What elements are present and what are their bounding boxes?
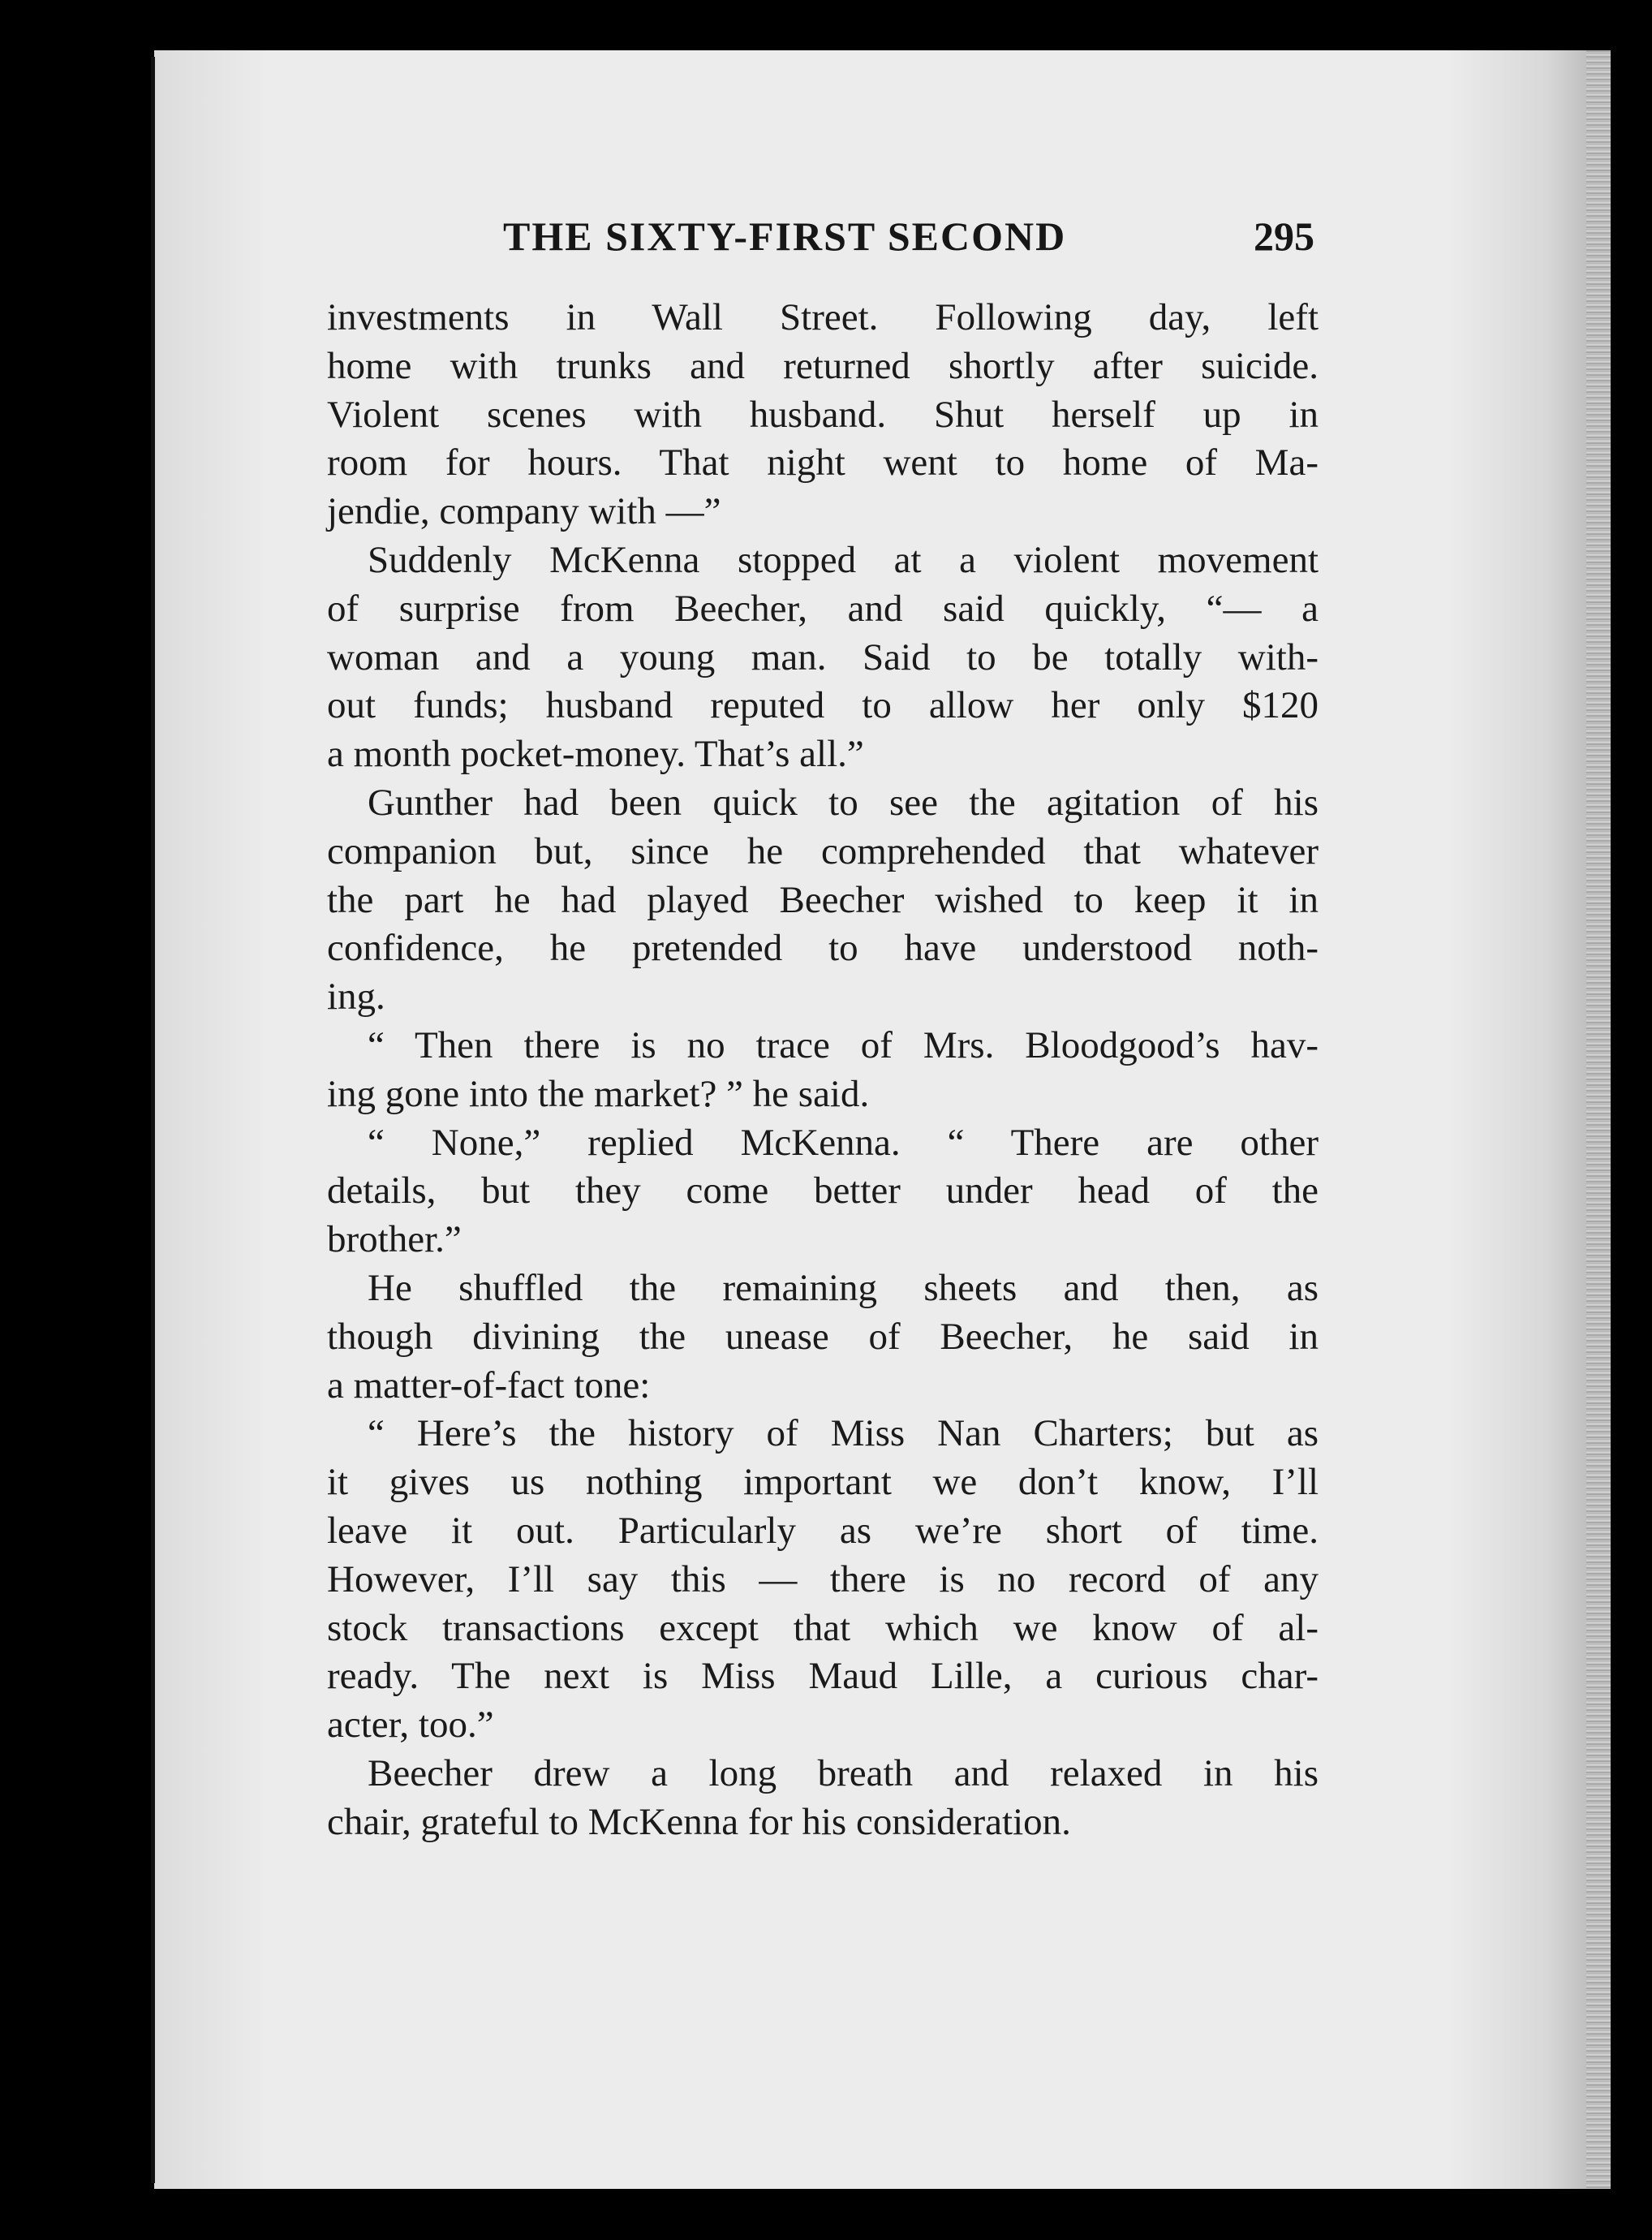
gutter-shadow [151,57,155,2183]
text-line: jendie, company with —” [327,490,721,533]
text-line: it gives us nothing important we don’t know, I’ll [327,1461,1319,1504]
text-line: “ Here’s the history of Miss Nan Charters; but as [368,1412,1319,1455]
text-line: Violent scenes with husband. Shut herself up in [327,393,1319,436]
text-line: companion but, since he comprehended that whatever [327,829,1319,872]
page-number: 295 [1254,213,1314,259]
text-line: chair, grateful to McKenna for his consideration. [327,1800,1071,1843]
text-line: details, but they come better under head of the [327,1170,1319,1213]
running-title: THE SIXTY-FIRST SECOND [503,213,1067,259]
text-line: ing. [327,976,385,1019]
text-line: Beecher drew a long breath and relaxed in his [368,1751,1319,1794]
text-line: brother.” [327,1218,462,1261]
text-line: Gunther had been quick to see the agitation of his [368,781,1319,824]
text-line: investments in Wall Street. Following day, left [327,296,1319,338]
text-line: “ Then there is no trace of Mrs. Bloodgood’s hav- [368,1023,1319,1066]
text-line: confidence, he pretended to have understood noth- [327,927,1319,970]
text-line: ready. The next is Miss Maud Lille, a curious char- [327,1655,1319,1698]
text-line: stock transactions except that which we know of al- [327,1606,1319,1649]
text-line: a matter-of-fact tone: [327,1363,651,1406]
text-line: the part he had played Beecher wished to keep it in [327,878,1319,921]
text-line: ing gone into the market? ” he said. [327,1072,870,1115]
text-line: “ None,” replied McKenna. “ There are other [368,1121,1319,1164]
text-line: woman and a young man. Said to be totally with- [327,635,1319,678]
text-line: home with trunks and returned shortly after suicide. [327,344,1319,387]
text-line: Suddenly McKenna stopped at a violent movement [368,538,1319,581]
body-text [327,294,1319,1847]
text-line: a month pocket-money. That’s all.” [327,733,864,776]
text-line: room for hours. That night went to home of Ma- [327,442,1319,485]
text-line: However, I’ll say this — there is no record of any [327,1557,1319,1600]
running-header [325,213,1314,269]
text-line: of surprise from Beecher, and said quickly, “— a [327,587,1319,630]
page-edges [1586,50,1611,2189]
text-line: though divining the unease of Beecher, he said in [327,1315,1319,1358]
text-line: He shuffled the remaining sheets and then, as [368,1266,1319,1309]
text-line: out funds; husband reputed to allow her only $120 [327,684,1319,727]
text-line: acter, too.” [327,1704,494,1747]
text-line: leave it out. Particularly as we’re short of time. [327,1509,1319,1552]
